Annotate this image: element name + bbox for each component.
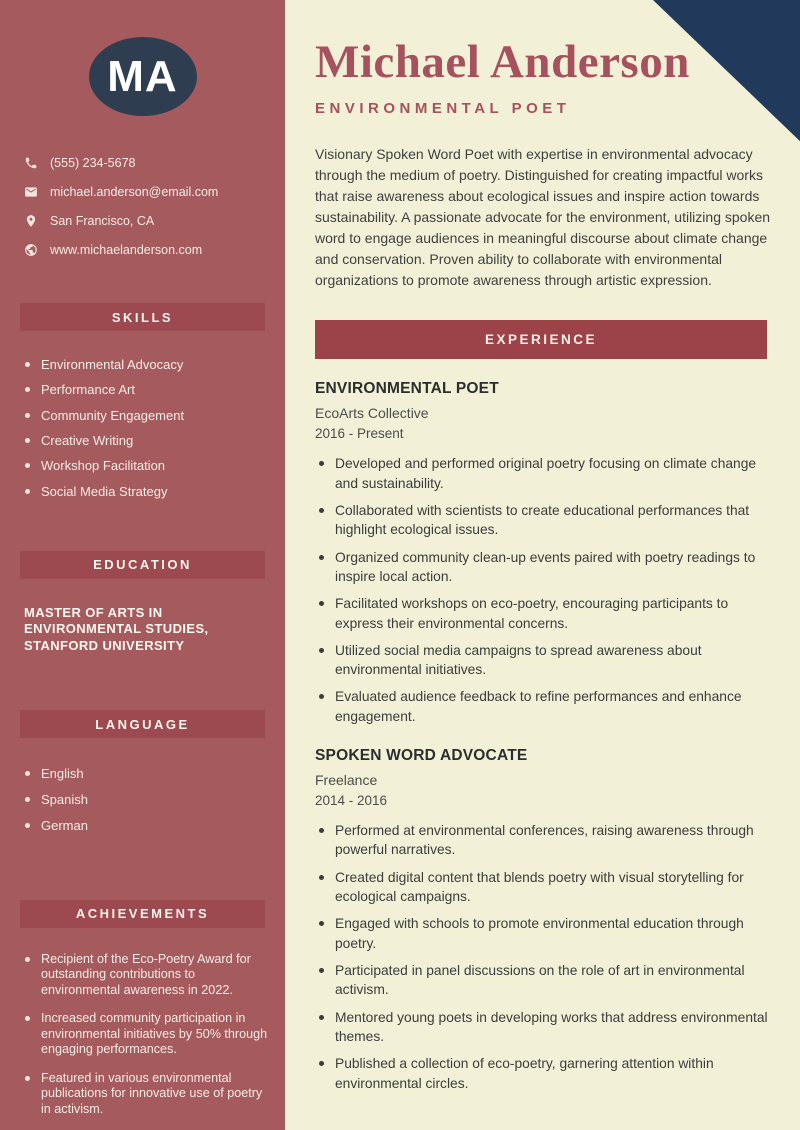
job-company: Freelance xyxy=(315,772,378,789)
phone-icon xyxy=(24,156,38,170)
achievement-text: Increased community participation in environmental initiatives by 50% through engaging performances. xyxy=(41,1011,268,1057)
bullet-dot xyxy=(319,461,324,466)
job-bullet xyxy=(319,594,771,633)
skill-label: Creative Writing xyxy=(41,433,134,449)
achievements-list xyxy=(0,952,285,1130)
contact-list xyxy=(0,156,285,272)
job-bullet xyxy=(319,501,771,540)
email-address: michael.anderson@email.com xyxy=(50,185,219,200)
bullet-dot xyxy=(25,362,30,367)
bullet-dot xyxy=(319,968,324,973)
job-company: EcoArts Collective xyxy=(315,405,429,422)
bullet-dot xyxy=(319,921,324,926)
location-text: San Francisco, CA xyxy=(50,214,155,229)
contact-location xyxy=(24,214,267,228)
avatar xyxy=(89,37,197,116)
job-bullet-text: Published a collection of eco-poetry, garnering attention within environmental circles. xyxy=(335,1056,714,1091)
language-label: Spanish xyxy=(41,792,88,808)
job-bullet xyxy=(319,1008,771,1047)
skills-list xyxy=(0,357,285,509)
job-bullet xyxy=(319,454,771,493)
achievements-title: ACHIEVEMENTS xyxy=(75,906,210,922)
job-bullet xyxy=(319,548,771,587)
job-bullet-text: Participated in panel discussions on the role of art in environmental activism. xyxy=(335,962,745,998)
summary-paragraph: Visionary Spoken Word Poet with expertise in environmental advocacy through the medium of poetry. Distinguished for creating impactful works that raise awareness about ecological issues and inspire action towards sustainability. A passionate advocate for the environment, utilizing spoken word to engage audiences in meaningful discourse about climate change and conservation. Proven ability to collaborate with environmental organizations to promote awareness through artistic expression. xyxy=(315,146,771,289)
job-bullet xyxy=(319,914,771,953)
skill-item xyxy=(25,484,269,499)
skill-item xyxy=(25,357,269,372)
skills-title: SKILLS xyxy=(111,309,174,325)
main-content xyxy=(285,0,800,1130)
skill-label: Performance Art xyxy=(41,382,135,398)
skill-item xyxy=(25,408,269,423)
bullet-dot xyxy=(319,828,324,833)
bullet-dot xyxy=(25,1076,30,1081)
job-bullet xyxy=(319,868,771,907)
job-bullet xyxy=(319,687,771,726)
job-bullet-list xyxy=(319,454,772,726)
contact-phone xyxy=(24,156,267,170)
achievement-item xyxy=(25,952,271,998)
skill-item xyxy=(25,433,269,448)
bullet-dot xyxy=(25,823,30,828)
achievements-section-header xyxy=(20,900,265,928)
job-bullet xyxy=(319,821,771,860)
job-bullet xyxy=(319,641,771,680)
job-bullet xyxy=(319,1054,771,1093)
job-dates: 2014 - 2016 xyxy=(315,793,388,809)
skills-section-header xyxy=(20,303,265,331)
achievement-item xyxy=(25,1071,271,1117)
phone-number: (555) 234-5678 xyxy=(50,156,136,171)
bullet-dot xyxy=(25,1016,30,1021)
skill-item xyxy=(25,458,269,473)
job-entry xyxy=(315,747,772,1093)
job-bullet-text: Organized community clean-up events paired with poetry readings to inspire local action. xyxy=(335,549,756,584)
achievement-text: Featured in various environmental publications for innovative use of poetry in activism. xyxy=(41,1070,263,1116)
job-bullet-text: Created digital content that blends poetry with visual storytelling for ecological campaigns. xyxy=(335,869,744,905)
website-url: www.michaelanderson.com xyxy=(50,243,203,258)
contact-email xyxy=(24,185,267,199)
sidebar xyxy=(0,0,285,1130)
skill-label: Workshop Facilitation xyxy=(41,458,166,474)
bullet-dot xyxy=(319,694,324,699)
bullet-dot xyxy=(319,1061,324,1066)
job-bullet-text: Evaluated audience feedback to refine performances and enhance engagement. xyxy=(335,689,742,724)
job-bullet-text: Utilized social media campaigns to spread awareness about environmental initiatives. xyxy=(335,642,702,678)
experience-section-header xyxy=(315,320,767,359)
education-title: EDUCATION xyxy=(93,557,192,573)
job-bullet-text: Engaged with schools to promote environmental education through poetry. xyxy=(335,916,744,951)
language-label: German xyxy=(41,817,88,833)
avatar-initials: MA xyxy=(107,51,178,101)
bullet-dot xyxy=(25,463,30,468)
achievement-item xyxy=(25,1011,271,1057)
skill-label: Social Media Strategy xyxy=(41,483,168,499)
bullet-dot xyxy=(25,797,30,802)
bullet-dot xyxy=(319,508,324,513)
education-section-header xyxy=(20,551,265,579)
contact-website xyxy=(24,243,267,257)
job-bullet-text: Facilitated workshops on eco-poetry, encouraging participants to express their environmental concerns. xyxy=(335,596,729,631)
skill-item xyxy=(25,382,269,397)
bullet-dot xyxy=(25,438,30,443)
job-entry xyxy=(315,380,772,726)
education-degree: MASTER OF ARTS IN ENVIRONMENTAL STUDIES, STANFORD UNIVERSITY xyxy=(24,604,209,653)
bullet-dot xyxy=(319,1015,324,1020)
language-item xyxy=(25,792,269,807)
achievement-text: Recipient of the Eco-Poetry Award for outstanding contributions to environmental awareness in 2022. xyxy=(41,951,251,997)
language-item xyxy=(25,766,269,781)
bullet-dot xyxy=(319,601,324,606)
job-dates: 2016 - Present xyxy=(315,426,404,442)
job-bullet-text: Developed and performed original poetry focusing on climate change and sustainability. xyxy=(335,456,757,491)
language-title: LANGUAGE xyxy=(95,716,190,732)
job-role-subtitle: ENVIRONMENTAL POET xyxy=(315,100,571,118)
experience-title: EXPERIENCE xyxy=(484,332,598,348)
job-bullet-text: Performed at environmental conferences, raising awareness through powerful narratives. xyxy=(335,823,754,858)
bullet-dot xyxy=(319,875,324,880)
globe-icon xyxy=(24,243,38,257)
skill-label: Community Engagement xyxy=(41,407,185,423)
job-bullet-text: Mentored young poets in developing works that address environmental themes. xyxy=(335,1009,768,1044)
skill-label: Environmental Advocacy xyxy=(41,357,184,373)
language-item xyxy=(25,818,269,833)
bullet-dot xyxy=(319,648,324,653)
email-icon xyxy=(24,185,38,199)
location-icon xyxy=(24,214,38,228)
job-bullet xyxy=(319,961,771,1000)
bullet-dot xyxy=(319,555,324,560)
bullet-dot xyxy=(25,413,30,418)
job-title: ENVIRONMENTAL POET xyxy=(315,380,499,398)
bullet-dot xyxy=(25,489,30,494)
language-label: English xyxy=(41,766,84,782)
page-title: Michael Anderson xyxy=(315,36,690,88)
job-bullet-list xyxy=(319,821,772,1093)
bullet-dot xyxy=(25,771,30,776)
job-bullet-text: Collaborated with scientists to create educational performances that highlight ecological issues. xyxy=(335,502,750,538)
bullet-dot xyxy=(25,387,30,392)
bullet-dot xyxy=(25,957,30,962)
job-title: SPOKEN WORD ADVOCATE xyxy=(315,747,528,765)
language-list xyxy=(0,766,285,843)
language-section-header xyxy=(20,710,265,738)
